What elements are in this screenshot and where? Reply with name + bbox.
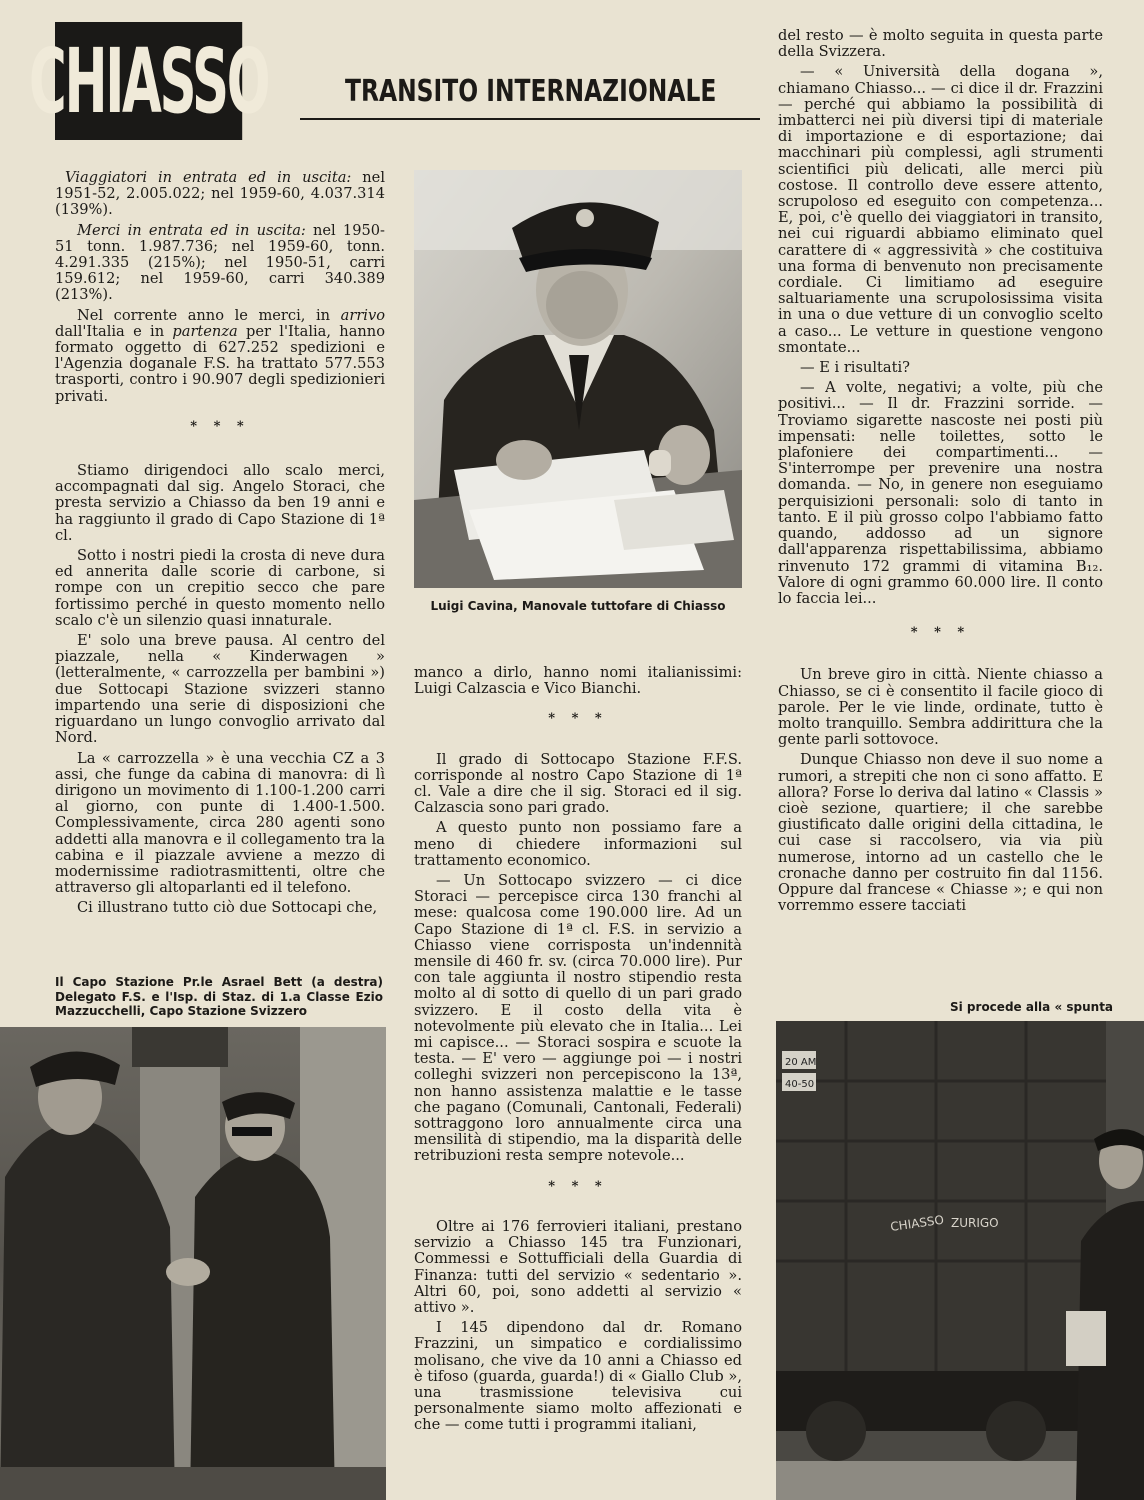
paragraph: A questo punto non possiamo fare a meno di chiedere informazioni sul trattamento economico. [414, 819, 742, 869]
paragraph: — E i risultati? [800, 359, 910, 377]
headline-subtitle: TRANSITO INTERNAZIONALE [345, 74, 717, 109]
photo-handshake [0, 1027, 386, 1500]
photo-cavina [414, 170, 742, 588]
section-separator: * * * [910, 625, 971, 641]
photo-cavina-image [414, 170, 742, 588]
paragraph: I 145 dipendono dal dr. Romano Frazzini, un simpatico e cordialissimo molisano, che vive da 10 anni a Chiasso ed è tifoso (guarda, guarda!) di « Giallo Club », una trasmissione televisiva cui personalmente siamo molto affezionati e che — come tutti i programmi italiani, [414, 1319, 742, 1434]
paragraph: Stiamo dirigendoci allo scalo merci, accompagnati dal sig. Angelo Storaci, che presta servizio a Chiasso da ben 19 anni e ha raggiunto il grado di Capo Stazione di 1ª cl. [55, 462, 385, 544]
headline-title: CHIASSO [29, 29, 269, 133]
column-3 [778, 28, 1103, 918]
paragraph: — Un Sottocapo svizzero — ci dice Storaci — percepisce circa 130 franchi al mese: qualcosa come 190.000 lire. Ad un Capo Stazione di 1ª cl. F.S. in servizio a Chiasso viene corrisposta un'indennità mensile di 460 fr. sv. (circa 70.000 lire). Pur con tale aggiunta il nostro stipendio resta molto al di sotto di quello di un pari grado svizzero. E il costo della vita è notevolmente più elevato che in Italia... Lei mi capisce... — Storaci sospira e scuote la testa. — E' vero — aggiunge poi — i nostri colleghi svizzeri non percepiscono la 13ª, non hanno assistenza malattie e le tasse che pagano (Comunali, Cantonali, Federali) sottraggono loro annualmente circa una mensilità di stipendio, ma la disparità delle retribuzioni resta sempre notevole... [414, 872, 742, 1165]
chalk-mark-2: ZURIGO [951, 1216, 999, 1230]
caption-bett: Il Capo Stazione Pr.le Asrael Bett (a destra) Delegato F.S. e l'Isp. di Staz. di 1.a Classe Ezio Mazzucchelli, Capo Stazione Svizzero [55, 975, 383, 1018]
stats-paragraph-3: Nel corrente anno le merci, in arrivo dall'Italia e in partenza per l'Italia, hanno formato oggetto di 627.252 spedizioni e l'Agenzia doganale F.S. ha trattato 577.553 trasporti, contro i 90.907 degli spedizionieri privati. [55, 306, 385, 405]
paragraph: E' solo una breve pausa. Al centro del piazzale, nella « Kinderwagen » (letteralmente, « carrozzella per bambini ») due Sottocapi Stazione svizzeri stanno impartendo una serie di disposizioni che riguardano un lungo convoglio arrivato dal Nord. [55, 632, 385, 747]
stats-paragraph-2: Merci in entrata ed in uscita: nel 1950-51 tonn. 1.987.736; nel 1959-60, tonn. 4.291.335 (215%); nel 1950-51, carri 159.612; nel 1959-60, carri 340.389 (213%). [55, 221, 385, 304]
paragraph: Il grado di Sottocapo Stazione F.F.S. corrisponde al nostro Capo Stazione di 1ª cl. Vale a dire che il sig. Storaci ed il sig. Calzascia sono pari grado. [414, 750, 742, 817]
paragraph: La « carrozzella » è una vecchia CZ a 3 assi, che funge da cabina di manovra: di lì dirigono un movimento di 1.100-1.200 carri al giorno, con punte di 1.400-1.500. Complessivamente, circa 280 agenti sono addetti alla manovra e il collegamento tra la cabina e il piazzale avviene a mezzo di modernissime radiotrasmittenti, oltre che attraverso gli altoparlanti ed il telefono. [55, 749, 385, 897]
caption-spunta: Si procede alla « spunta [950, 1000, 1114, 1014]
paragraph: — « Università della dogana », chiamano Chiasso... — ci dice il dr. Frazzini — perché qui abbiamo la possibilità di imbatterci nei più diversi tipi di materiale di importazione e di esportazione; dai macchinari più complessi, agli strumenti scientifici più delicati, alle merci più costose. Il controllo deve essere attento, scrupoloso ed eseguito con competenza... E, poi, c'è quello dei viaggiatori in transito, nei cui riguardi abbiamo eliminato quel carattere di « aggressività » che costituiva una forma di benvenuto non precisamente cordiale. Ci limitiamo ad eseguire saltuariamente una scrupolosissima visita in una o due vetture di un convoglio scelto a caso... Le vetture in questione vengono smontate... [778, 63, 1103, 356]
headline-rule [300, 118, 760, 120]
paragraph: Oltre ai 176 ferrovieri italiani, prestano servizio a Chiasso 145 tra Funzionari, Commessi e Sottufficiali della Guardia di Finanza: tutti del servizio « sedentario ». Altri 60, poi, sono addetti al servizio « attivo ». [414, 1217, 742, 1316]
stats-paragraph-1: Viaggiatori in entrata ed in uscita: nel 1951-52, 2.005.022; nel 1959-60, 4.037.314 (139%). [55, 169, 385, 219]
paragraph: Sotto i nostri piedi la crosta di neve dura ed annerita dalle scorie di carbone, si rompe con un crepitio secco che pare fortissimo perché in questo momento nello scalo c'è un silenzio quasi innaturale. [55, 547, 385, 629]
paragraph: Un breve giro in città. Niente chiasso a Chiasso, se ci è consentito il facile gioco di parole. Per le vie linde, ordinate, tutto è molto tranquillo. Sembra addirittura che la gente parli sottovoce. [778, 666, 1103, 749]
photo-wagon [776, 1021, 1144, 1500]
paragraph: del resto — è molto seguita in questa parte della Svizzera. [778, 27, 1103, 61]
section-separator: * * * [548, 711, 608, 727]
headline-block [29, 22, 269, 140]
section-separator: * * * [190, 418, 250, 434]
column-2 [414, 665, 742, 1438]
caption-cavina: Luigi Cavina, Manovale tuttofare di Chiasso [430, 599, 726, 613]
wagon-number-label: 20 AM [785, 1057, 817, 1068]
chalk-mark-1: CHIASSO [889, 1212, 945, 1234]
paragraph: Ci illustrano tutto ciò due Sottocapi che, [77, 899, 378, 917]
paragraph: manco a dirlo, hanno nomi italianissimi: Luigi Calzascia e Vico Bianchi. [414, 664, 742, 698]
photo-handshake-image [0, 1027, 386, 1500]
paragraph: — A volte, negativi; a volte, più che positivi... — Il dr. Frazzini sorride. — Troviamo sigarette nascoste nei posti più impensati: nelle toilettes, sotto le plafoniere dei compartimenti... — S'interrompe per prevenire una nostra domanda. — No, in genere non eseguiamo perquisizioni personali: solo di tanto in tanto. E il più grosso colpo l'abbiamo fatto quando, addosso ad un signore dall'apparenza rispettabilissima, abbiamo rinvenuto 172 grammi di vitamina B₁₂. Valore di ogni grammo 60.000 lire. Il conto lo faccia lei... [778, 379, 1103, 607]
section-separator: * * * [548, 1178, 608, 1194]
column-1 [55, 170, 385, 921]
photo-wagon-image [776, 1021, 1144, 1500]
wagon-code-label: 40-50 [785, 1079, 815, 1090]
paragraph: Dunque Chiasso non deve il suo nome a rumori, a strepiti che non ci sono affatto. E allora? Forse lo deriva dal latino « Classis » cioè sezione, quartiere; il che sarebbe giustificato dalle origini della cittadina, le cui case si raccolsero, via via più numerose, intorno ad un castello che le cronache danno per costruito fin dal 1156. Oppure dal francese « Chiasse »; e qui non vorremmo essere tacciati [778, 751, 1103, 915]
